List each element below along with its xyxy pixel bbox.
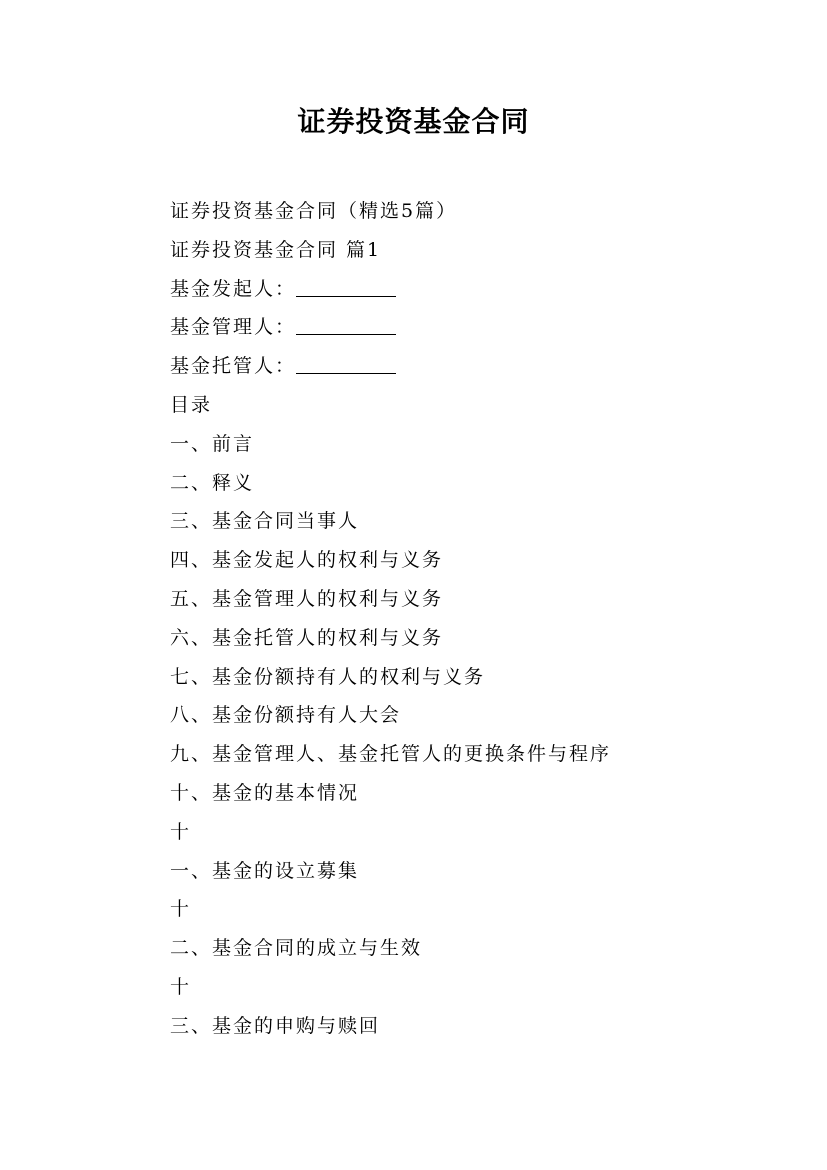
toc-item: 六、基金托管人的权利与义务	[170, 626, 444, 649]
toc-item: 五、基金管理人的权利与义务	[170, 587, 444, 610]
subtitle-line: 证券投资基金合同（精选5篇）	[170, 200, 458, 222]
toc-item: 十	[170, 820, 192, 843]
toc-item: 十	[170, 975, 192, 998]
toc-item: 七、基金份额持有人的权利与义务	[170, 665, 486, 688]
toc-item: 三、基金合同当事人	[170, 510, 360, 533]
fund-manager-label: 基金管理人：	[170, 316, 297, 339]
fund-sponsor-blank	[296, 274, 396, 297]
document-title: 证券投资基金合同	[297, 105, 530, 138]
toc-item: 二、基金合同的成立与生效	[170, 937, 423, 960]
fund-sponsor-label: 基金发起人：	[170, 277, 297, 300]
toc-item: 一、基金的设立募集	[170, 859, 360, 882]
fund-custodian-line	[170, 347, 790, 386]
toc-item: 三、基金的申购与赎回	[170, 1014, 381, 1037]
toc-item: 八、基金份额持有人大会	[170, 704, 402, 727]
section-heading: 证券投资基金合同 篇1	[170, 238, 382, 261]
toc-item: 十	[170, 898, 192, 921]
fund-manager-blank	[296, 312, 396, 335]
toc-item: 十、基金的基本情况	[170, 781, 360, 804]
fund-custodian-blank	[296, 351, 396, 374]
fund-sponsor-line	[170, 270, 790, 309]
toc-heading: 目录	[170, 393, 213, 416]
fund-manager-line	[170, 308, 790, 347]
toc-item: 一、前言	[170, 432, 255, 455]
toc-item: 二、释义	[170, 471, 255, 494]
toc-item: 九、基金管理人、基金托管人的更换条件与程序	[170, 743, 612, 766]
document-body	[170, 192, 790, 1046]
toc-item: 四、基金发起人的权利与义务	[170, 549, 444, 572]
fund-custodian-label: 基金托管人：	[170, 355, 297, 378]
